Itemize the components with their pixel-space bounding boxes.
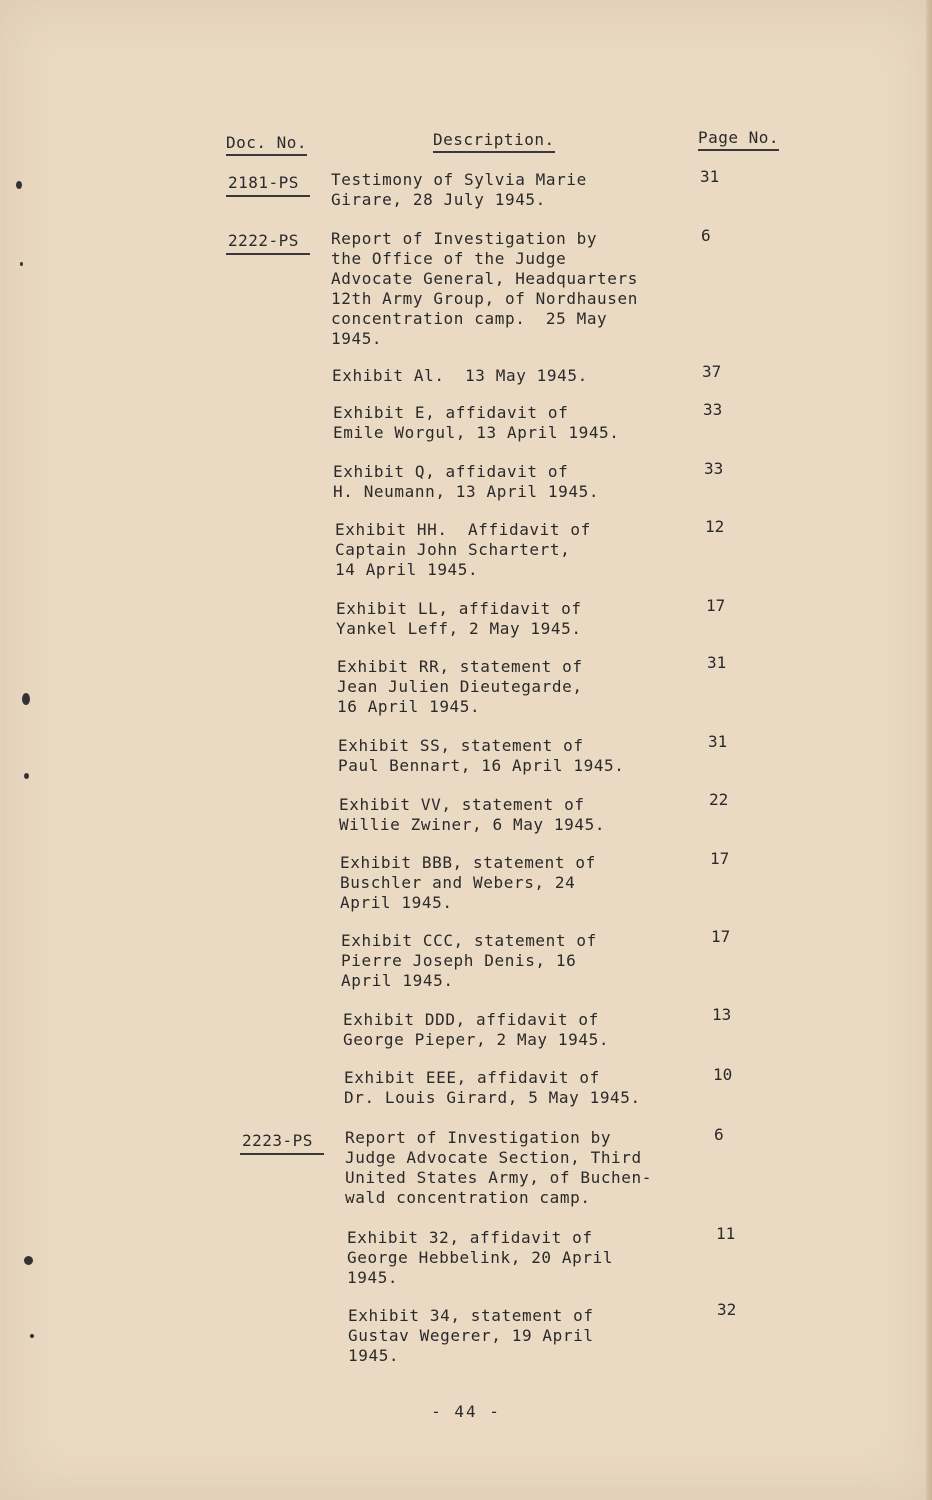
entry-page-number: 13 (712, 1005, 732, 1024)
entry-page-number: 31 (707, 653, 727, 672)
entry-page-number: 17 (711, 927, 731, 946)
entry-page-number: 32 (717, 1300, 737, 1319)
page-footer-number: - 44 - (431, 1402, 501, 1421)
entry-description: Exhibit DDD, affidavit of George Pieper, 2 May 1945. (343, 1010, 610, 1049)
entry-page-number: 17 (706, 596, 726, 615)
doc-number-label: 2222-PS (228, 231, 299, 250)
ink-mark (24, 1256, 33, 1265)
ink-mark (30, 1334, 34, 1338)
entry-description: Exhibit LL, affidavit of Yankel Leff, 2 May 1945. (336, 599, 582, 638)
doc-number-underline (226, 253, 310, 255)
page-edge (926, 0, 932, 1500)
entry-page-number: 6 (714, 1125, 724, 1144)
entry-description: Exhibit EEE, affidavit of Dr. Louis Girard, 5 May 1945. (344, 1068, 641, 1107)
entry-description: Exhibit VV, statement of Willie Zwiner, 6 May 1945. (339, 795, 606, 834)
doc-number (228, 173, 299, 193)
entry-description: Report of Investigation by Judge Advocate Section, Third United States Army, of Buchen- wald concentration camp. (345, 1128, 652, 1207)
entry-description: Exhibit 32, affidavit of George Hebbelink, 20 April 1945. (347, 1228, 614, 1287)
entry-page-number: 31 (700, 167, 720, 186)
doc-number-underline (240, 1153, 324, 1155)
entry-description: Exhibit SS, statement of Paul Bennart, 16 April 1945. (338, 736, 625, 775)
entry-description: Testimony of Sylvia Marie Girare, 28 July 1945. (331, 170, 587, 209)
entry-description: Report of Investigation by the Office of the Judge Advocate General, Headquarters 12th Army Group, of Nordhausen concentration camp. 25 May 1945. (331, 229, 638, 348)
ink-mark (22, 693, 30, 705)
doc-number-label: 2223-PS (242, 1131, 313, 1150)
entry-page-number: 6 (701, 226, 711, 245)
entry-description: Exhibit RR, statement of Jean Julien Dieutegarde, 16 April 1945. (337, 657, 583, 716)
entry-page-number: 33 (703, 400, 723, 419)
entry-description: Exhibit Al. 13 May 1945. (332, 366, 588, 385)
ink-mark (16, 181, 22, 189)
doc-number-label: 2181-PS (228, 173, 299, 192)
header-page-no: Page No. (698, 129, 779, 151)
entry-page-number: 31 (708, 732, 728, 751)
ink-mark (20, 262, 23, 266)
entry-description: Exhibit HH. Affidavit of Captain John Schartert, 14 April 1945. (335, 520, 591, 579)
entry-page-number: 37 (702, 362, 722, 381)
doc-number (242, 1131, 313, 1151)
entry-page-number: 22 (709, 790, 729, 809)
entry-description: Exhibit CCC, statement of Pierre Joseph Denis, 16 April 1945. (341, 931, 597, 990)
entry-page-number: 11 (716, 1224, 736, 1243)
header-description: Description. (433, 131, 555, 153)
entry-description: Exhibit BBB, statement of Buschler and Webers, 24 April 1945. (340, 853, 596, 912)
doc-number-underline (226, 195, 310, 197)
entry-description: Exhibit 34, statement of Gustav Wegerer, 19 April 1945. (348, 1306, 594, 1365)
header-doc-no: Doc. No. (226, 134, 307, 156)
entry-page-number: 10 (713, 1065, 733, 1084)
entry-page-number: 12 (705, 517, 725, 536)
entry-description: Exhibit Q, affidavit of H. Neumann, 13 April 1945. (333, 462, 600, 501)
entry-description: Exhibit E, affidavit of Emile Worgul, 13 April 1945. (333, 403, 620, 442)
doc-number (228, 231, 299, 251)
entry-page-number: 17 (710, 849, 730, 868)
ink-mark (24, 773, 29, 779)
entry-page-number: 33 (704, 459, 724, 478)
